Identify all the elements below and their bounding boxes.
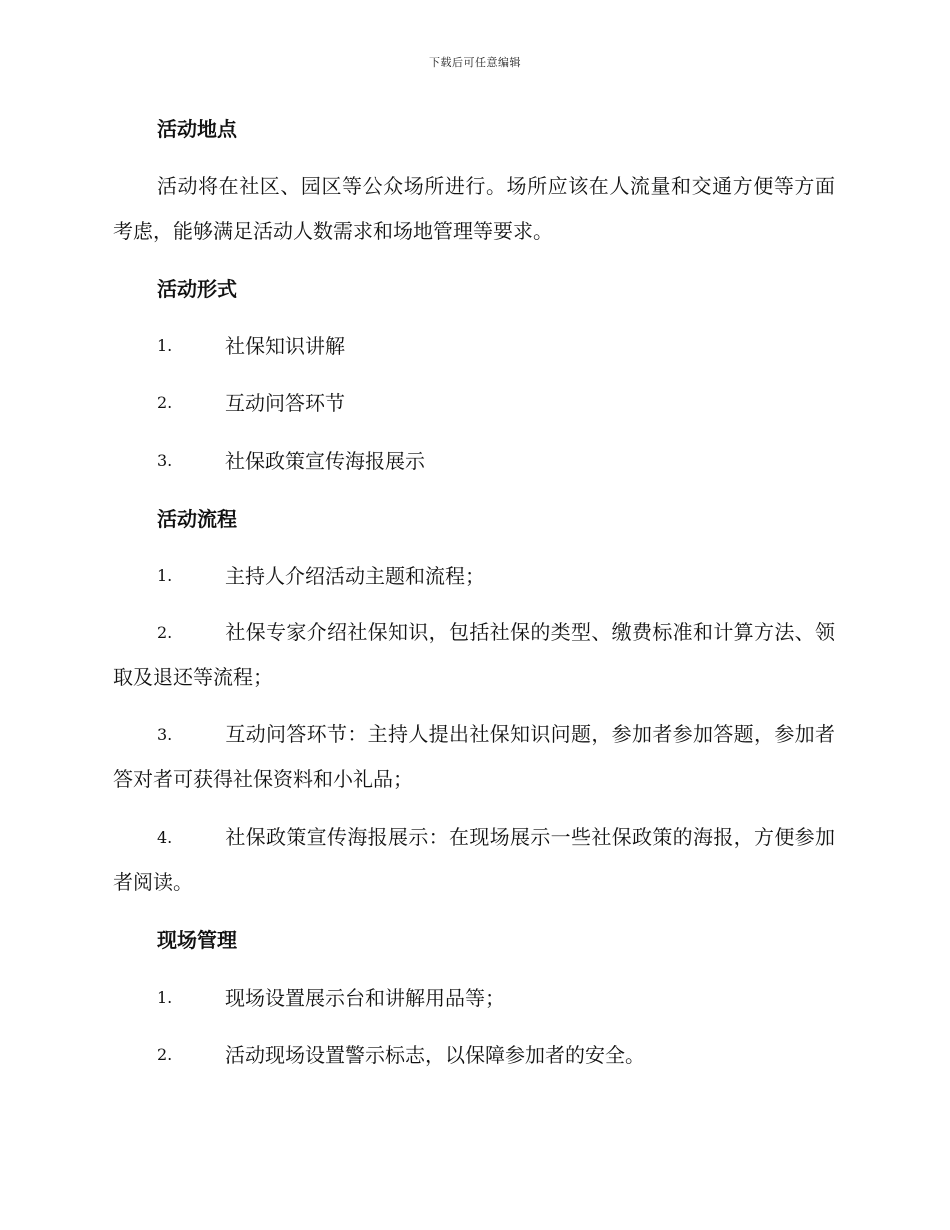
list-item bbox=[113, 331, 835, 361]
list-text: 互动问答环节：主持人提出社保知识问题，参加者参加答题，参加者答对者可获得社保资料和小礼品； bbox=[113, 722, 835, 791]
list-number: 2. bbox=[157, 1045, 173, 1064]
list-number: 1. bbox=[157, 336, 173, 355]
list-number: 1. bbox=[157, 566, 173, 585]
section-paragraph-location: 活动将在社区、园区等公众场所进行。场所应该在人流量和交通方便等方面考虑，能够满足活动人数需求和场地管理等要求。 bbox=[113, 174, 835, 243]
list-text: 互动问答环节 bbox=[225, 391, 345, 415]
list-number: 3. bbox=[157, 451, 173, 470]
list-item bbox=[113, 983, 835, 1013]
list-item bbox=[113, 815, 835, 905]
list-item bbox=[113, 1040, 835, 1070]
section-heading-process: 活动流程 bbox=[157, 507, 237, 531]
list-number: 2. bbox=[157, 623, 173, 642]
list-text: 社保政策宣传海报展示：在现场展示一些社保政策的海报，方便参加者阅读。 bbox=[113, 825, 835, 894]
list-text: 现场设置展示台和讲解用品等； bbox=[225, 986, 505, 1010]
list-text: 主持人介绍活动主题和流程； bbox=[225, 564, 485, 588]
list-text: 社保政策宣传海报展示 bbox=[225, 449, 425, 473]
list-number: 1. bbox=[157, 988, 173, 1007]
list-number: 2. bbox=[157, 393, 173, 412]
list-item bbox=[113, 446, 835, 476]
list-item bbox=[113, 388, 835, 418]
list-text: 活动现场设置警示标志，以保障参加者的安全。 bbox=[225, 1043, 645, 1067]
list-text: 社保专家介绍社保知识，包括社保的类型、缴费标准和计算方法、领取及退还等流程； bbox=[113, 620, 835, 689]
section-heading-location: 活动地点 bbox=[157, 117, 237, 141]
list-text: 社保知识讲解 bbox=[225, 334, 345, 358]
list-number: 3. bbox=[157, 725, 173, 744]
list-item bbox=[113, 610, 835, 700]
page-header: 下载后可任意编辑 bbox=[429, 56, 521, 69]
list-item bbox=[113, 712, 835, 802]
list-number: 4. bbox=[157, 828, 173, 847]
list-item bbox=[113, 561, 835, 591]
section-heading-format: 活动形式 bbox=[157, 277, 237, 301]
section-heading-onsite: 现场管理 bbox=[157, 928, 237, 952]
